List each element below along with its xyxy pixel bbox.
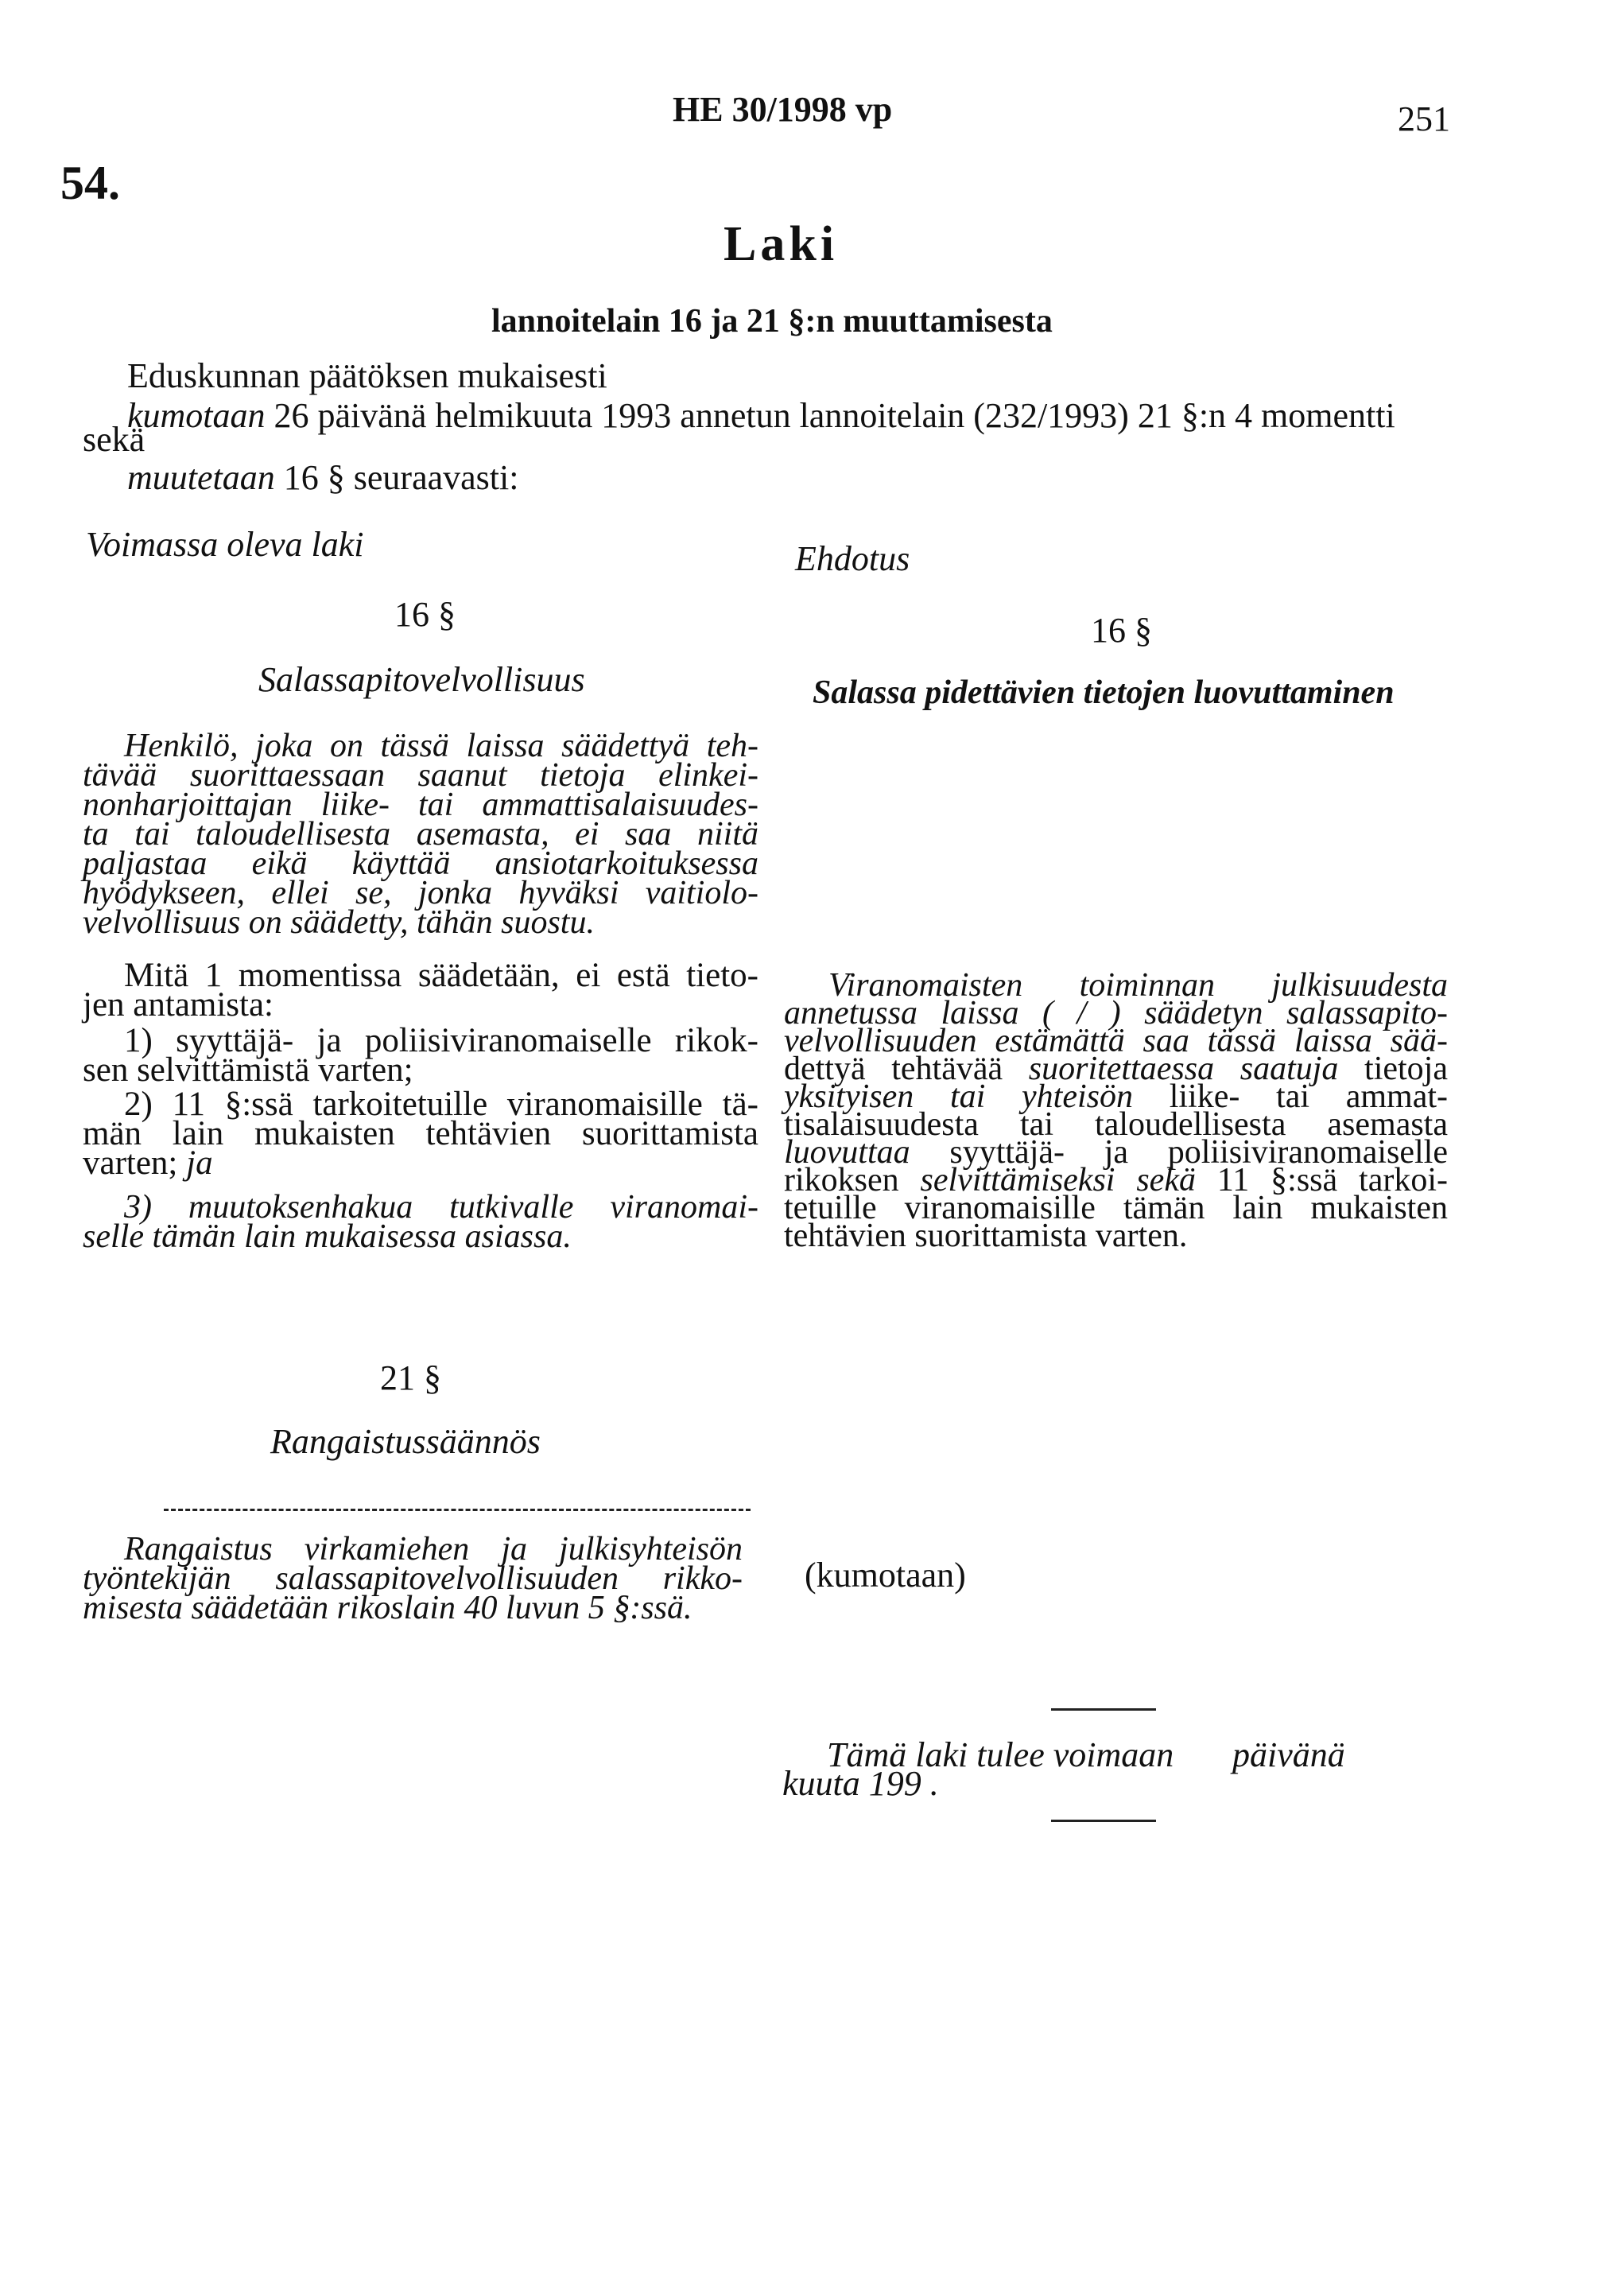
text-line: paljastaa eikä käyttää ansiotarkoituksessa	[83, 845, 758, 882]
left-item-2	[83, 1086, 758, 1182]
page-number: 251	[1398, 99, 1450, 138]
left-paragraph-2	[83, 957, 758, 1024]
text-line: tävää suorittaessaan saanut tietoja elinkei-	[83, 757, 758, 794]
text-span: luovuttaa	[784, 1134, 910, 1171]
entry-rule-bottom	[1051, 1820, 1156, 1822]
document-reference: HE 30/1998 vp	[673, 90, 893, 129]
text-line: Viranomaisten toiminnan julkisuudesta	[828, 967, 1448, 1004]
left-section-21-number: 21 §	[380, 1358, 441, 1397]
right-section-16-title: Salassa pidettävien tietojen luovuttaminen	[813, 674, 1395, 711]
text-line: Henkilö, joka on tässä laissa säädettyä teh-	[124, 728, 758, 764]
preamble-repeal-line	[127, 398, 1395, 434]
entry-into-force-line-2: kuuta 199 .	[782, 1764, 939, 1803]
text-span: selvittämiseksi sekä	[920, 1162, 1196, 1199]
text-line: nonharjoittajan liike- tai ammattisalaisuudes-	[83, 787, 758, 823]
left-item-1	[83, 1022, 758, 1089]
text-span: velvollisuuden estämättä saa tässä laissa sää-	[784, 1023, 1448, 1059]
text-line: tehtävien suorittamista varten.	[784, 1218, 1188, 1254]
entry-rule-top	[1051, 1708, 1156, 1711]
amend-keyword: muutetaan	[127, 458, 275, 497]
left-penalty-paragraph	[83, 1531, 743, 1626]
item-2-end: varten;	[83, 1144, 178, 1182]
left-item-3	[83, 1189, 758, 1255]
text-line: työntekijän salassapitovelvollisuuden rikko-	[83, 1560, 743, 1597]
preamble-line: Eduskunnan päätöksen mukaisesti	[127, 356, 607, 395]
text-line: velvollisuus on säädetty, tähän suostu.	[83, 904, 595, 941]
text-line: ta tai taloudellisesta asemasta, ei saa niitä	[83, 816, 758, 853]
text-line: 3) muutoksenhakua tutkivalle viranomai-	[124, 1189, 758, 1226]
left-section-16-number: 16 §	[394, 595, 456, 634]
text-line: jen antamista:	[83, 986, 274, 1024]
left-column-heading: Voimassa oleva laki	[86, 525, 364, 564]
left-section-16-title: Salassapitovelvollisuus	[258, 660, 585, 699]
text-span: tietoja	[1338, 1051, 1448, 1087]
text-line: Mitä 1 momentissa säädetään, ei estä tieto-	[124, 957, 758, 994]
text-line: misesta säädetään rikoslain 40 luvun 5 §:ssä.	[83, 1590, 692, 1626]
text-line: selle tämän lain mukaisessa asiassa.	[83, 1218, 572, 1255]
preamble-line: sekä	[83, 420, 145, 459]
text-line: sen selvittämistä varten;	[83, 1051, 413, 1089]
amend-text: 16 § seuraavasti:	[274, 458, 519, 497]
item-number: 54.	[60, 157, 120, 209]
repealed-note: (kumotaan)	[805, 1556, 966, 1595]
item-2-conjunction: ja	[177, 1144, 213, 1182]
preamble-amend-line	[127, 460, 518, 496]
text-span: suoritettaessa saatuja	[1028, 1051, 1339, 1087]
right-paragraph	[784, 967, 1448, 1254]
text-span: 11 §:ssä tarkoi-	[1195, 1162, 1448, 1199]
right-column-heading: Ehdotus	[795, 539, 910, 578]
text-span: liike- tai ammat-	[1132, 1078, 1448, 1115]
text-line: annetussa laissa ( / ) säädetyn salassapito-	[784, 995, 1448, 1031]
left-section-21-title: Rangaistussäännös	[270, 1422, 541, 1461]
text-span: yksityisen tai yhteisön	[784, 1078, 1133, 1115]
text-span: syyttäjä- ja poliisiviranomaiselle	[910, 1134, 1448, 1171]
text-line: tetuille viranomaisille tämän lain mukaisten	[784, 1190, 1448, 1226]
text-span: dettyä tehtävää	[784, 1051, 1029, 1087]
text-line: tisalaisuudesta tai taloudellisesta asemasta	[784, 1106, 1448, 1143]
repeal-text: 26 päivänä helmikuuta 1993 annetun lannoitelain (232/1993) 21 §:n 4 momentti	[265, 396, 1395, 435]
text-line: män lain mukaisten tehtävien suorittamista	[83, 1115, 758, 1152]
omitted-text-rule	[164, 1509, 751, 1511]
entry-into-force-day: päivänä	[1232, 1735, 1345, 1774]
text-line: 1) syyttäjä- ja poliisiviranomaiselle rikok-	[124, 1022, 758, 1059]
left-paragraph-1	[83, 728, 758, 941]
text-line: Rangaistus virkamiehen ja julkisyhteisön	[124, 1531, 743, 1568]
text-line	[83, 1144, 758, 1182]
text-line: 2) 11 §:ssä tarkoitetuille viranomaisille tä-	[124, 1086, 758, 1123]
entry-into-force-line-1: Tämä laki tulee voimaan	[827, 1735, 1174, 1774]
repeal-keyword: kumotaan	[127, 396, 266, 435]
text-line: hyödykseen, ellei se, jonka hyväksi vaitiolo-	[83, 875, 758, 911]
right-section-16-number: 16 §	[1091, 611, 1152, 650]
law-title: Laki	[724, 217, 839, 271]
law-subtitle: lannoitelain 16 ja 21 §:n muuttamisesta	[491, 303, 1053, 340]
text-span: rikoksen	[784, 1162, 921, 1199]
